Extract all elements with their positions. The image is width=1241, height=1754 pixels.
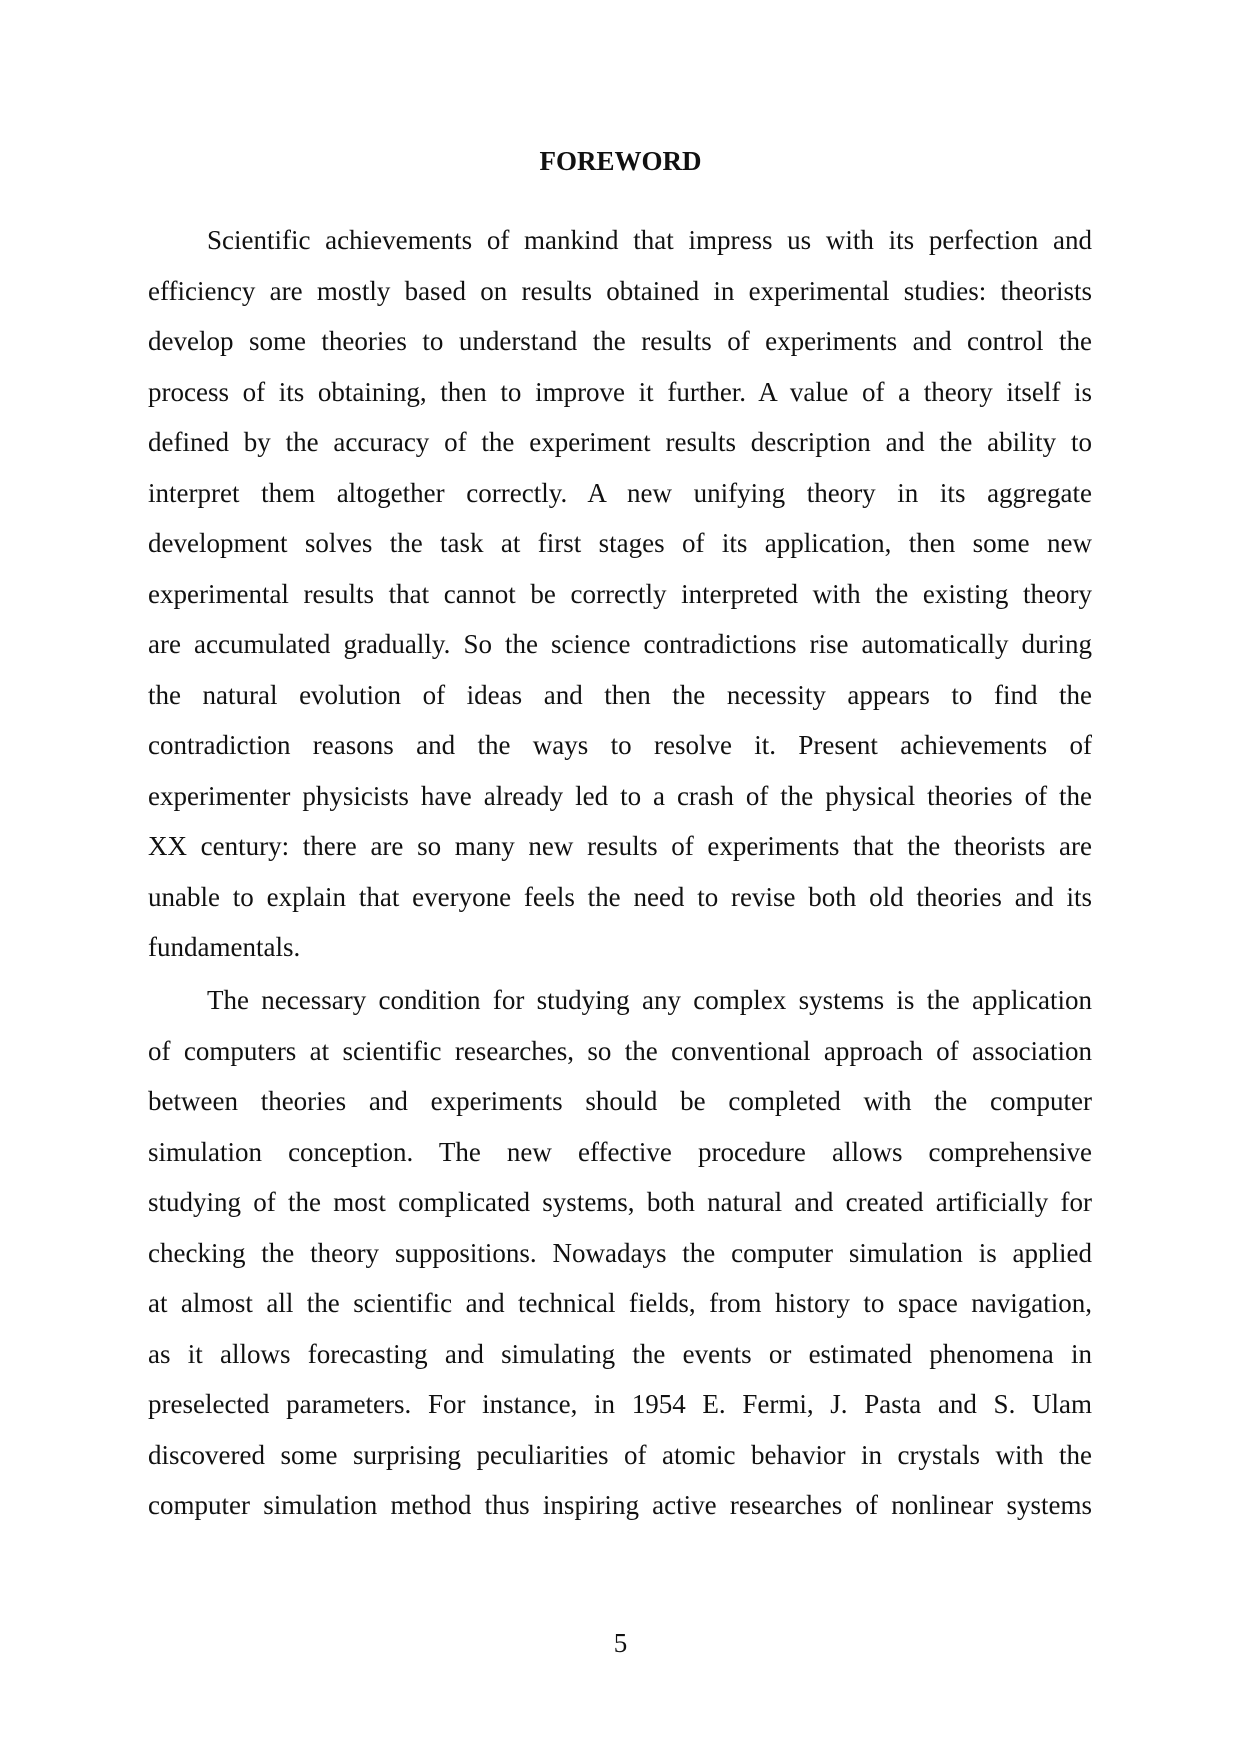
text-line: the natural evolution of ideas and then the necessity appears to find the <box>148 679 1092 710</box>
text-line: studying of the most complicated systems, both natural and created artificially for <box>148 1187 1092 1217</box>
text-line: contradiction reasons and the ways to resolve it. Present achievements of <box>148 730 1092 760</box>
text-line: defined by the accuracy of the experiment results description and the ability to <box>148 427 1092 457</box>
text-line: interpret them altogether correctly. A new unifying theory in its aggregate <box>148 477 1092 508</box>
text-line: unable to explain that everyone feels the need to revise both old theories and its <box>148 881 1092 912</box>
section-title: FOREWORD <box>539 146 702 176</box>
text-line: between theories and experiments should be completed with the computer <box>148 1086 1092 1116</box>
text-line: develop some theories to understand the results of experiments and control the <box>148 326 1092 356</box>
text-line: experimental results that cannot be correctly interpreted with the existing theory <box>148 578 1092 609</box>
text-line: Scientific achievements of mankind that impress us with its perfection and <box>207 225 1092 255</box>
text-line: XX century: there are so many new results of experiments that the theorists are <box>148 831 1092 861</box>
paragraph-2 <box>148 975 1092 1531</box>
text-line: checking the theory suppositions. Nowadays the computer simulation is applied <box>148 1237 1092 1268</box>
text-line: process of its obtaining, then to improve it further. A value of a theory itself is <box>148 376 1092 407</box>
paragraph-1 <box>148 215 1092 973</box>
text-line: The necessary condition for studying any complex systems is the application <box>207 985 1092 1015</box>
text-line: simulation conception. The new effective procedure allows comprehensive <box>148 1136 1092 1167</box>
text-line: preselected parameters. For instance, in 1954 E. Fermi, J. Pasta and S. Ulam <box>148 1389 1092 1419</box>
page-number: 5 <box>613 1628 628 1658</box>
text-line: discovered some surprising peculiarities of atomic behavior in crystals with the <box>148 1439 1092 1470</box>
text-line: as it allows forecasting and simulating the events or estimated phenomena in <box>148 1338 1092 1369</box>
text-line: fundamentals. <box>148 932 301 962</box>
text-line: are accumulated gradually. So the science contradictions rise automatically during <box>148 629 1092 659</box>
text-line: experimenter physicists have already led to a crash of the physical theories of the <box>148 780 1092 811</box>
text-line: development solves the task at first stages of its application, then some new <box>148 528 1092 558</box>
text-line: efficiency are mostly based on results obtained in experimental studies: theorists <box>148 275 1092 306</box>
text-line: of computers at scientific researches, so the conventional approach of association <box>148 1035 1092 1066</box>
text-line: at almost all the scientific and technical fields, from history to space navigation, <box>148 1288 1092 1318</box>
text-line: computer simulation method thus inspiring active researches of nonlinear systems <box>148 1490 1092 1520</box>
